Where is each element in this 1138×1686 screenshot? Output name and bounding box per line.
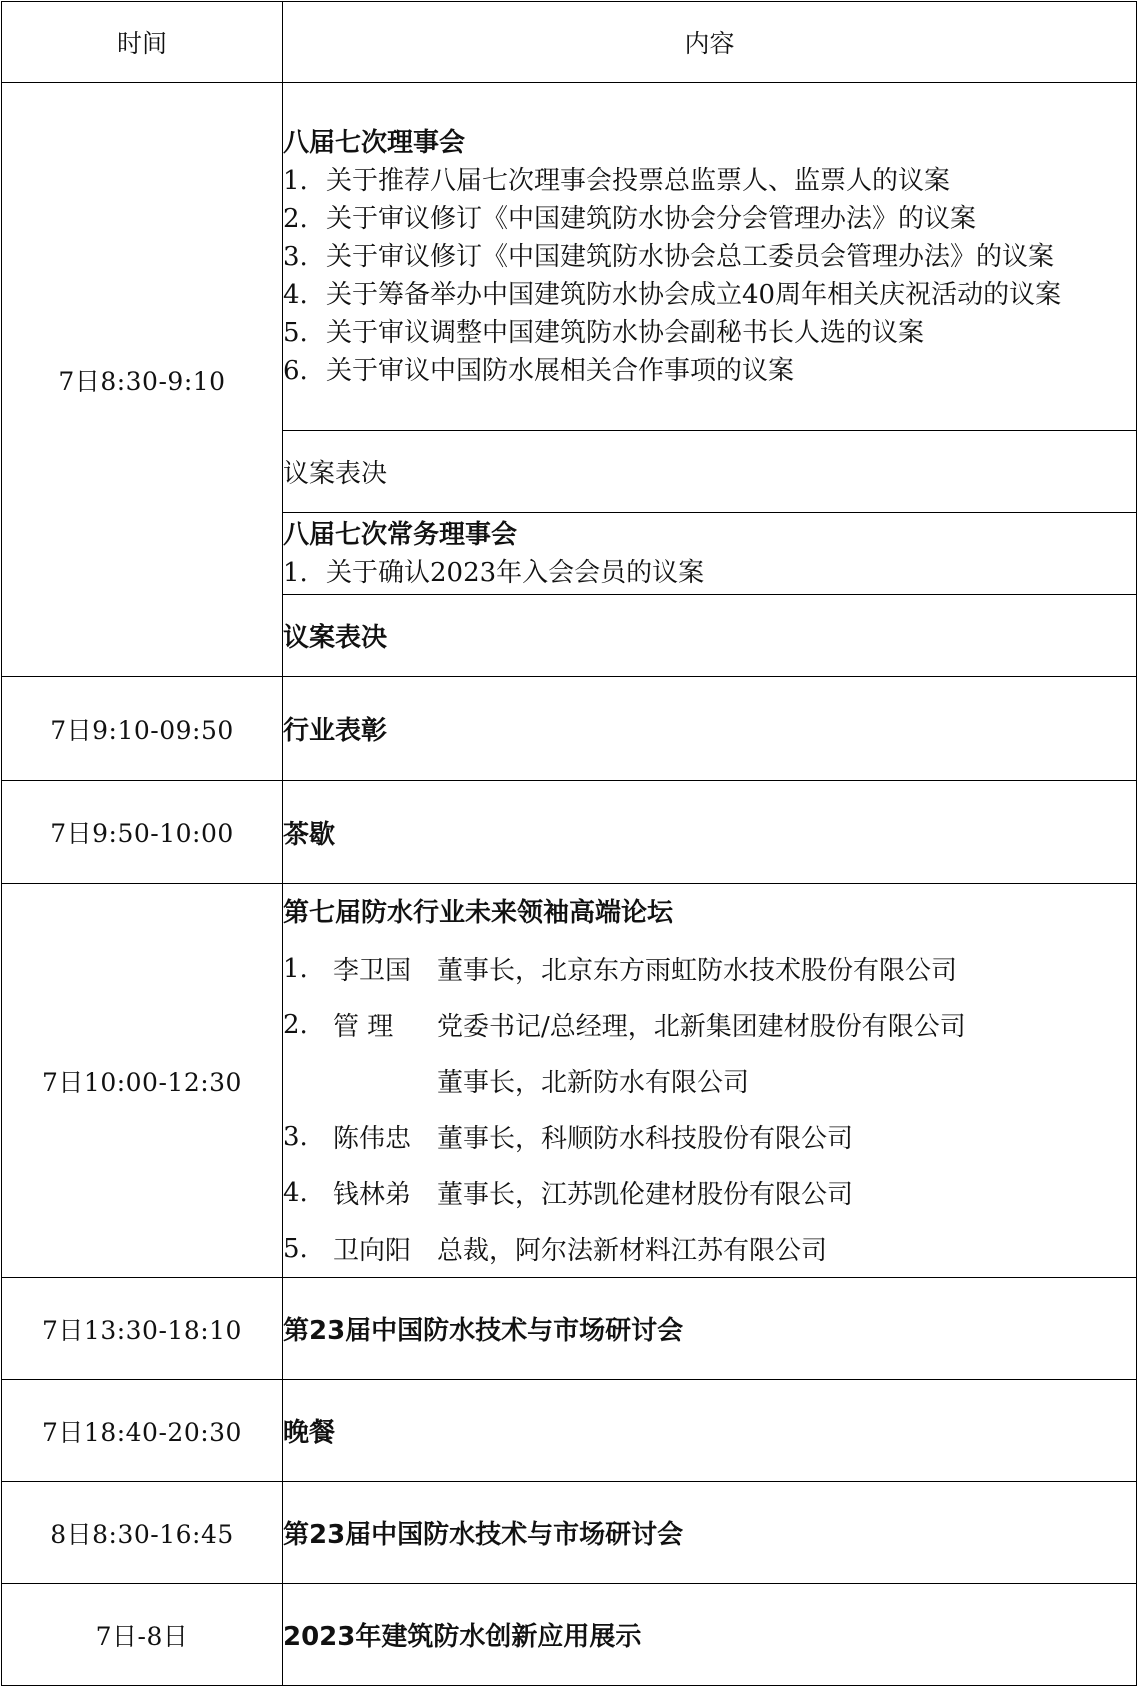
list-item [283, 554, 1136, 592]
item-number: 2. [283, 203, 308, 234]
content-cell: 晚餐 [283, 1380, 1137, 1482]
content-cell: 行业表彰 [283, 677, 1137, 781]
item-number: 5. [283, 1233, 308, 1264]
list-item [283, 238, 1136, 276]
list-item [283, 162, 1136, 200]
speaker-name: 管 理 [333, 1012, 394, 1042]
time-cell: 7日13:30-18:10 [2, 1278, 283, 1380]
item-text: 关于审议修订《中国建筑防水协会总工委员会管理办法》的议案 [326, 241, 1055, 272]
list-item [283, 941, 1136, 997]
time-cell: 7日9:10-09:50 [2, 677, 283, 781]
time-cell: 7日-8日 [2, 1584, 283, 1686]
item-text: 关于筹备举办中国建筑防水协会成立40周年相关庆祝活动的议案 [326, 279, 1062, 310]
content-cell: 第23届中国防水技术与市场研讨会 [283, 1482, 1137, 1584]
time-cell: 8日8:30-16:45 [2, 1482, 283, 1584]
item-number: 5. [283, 317, 308, 348]
item-number: 6. [283, 355, 308, 386]
item-number: 4. [283, 1177, 308, 1208]
speaker-name: 陈伟忠 [333, 1124, 412, 1154]
standing-council-title: 八届七次常务理事会 [283, 519, 518, 550]
content-header: 内容 [283, 2, 1137, 83]
speaker-name: 钱林弟 [333, 1180, 412, 1210]
content-cell [283, 884, 1137, 1278]
speaker-role: 总裁，阿尔法新材料江苏有限公司 [437, 1236, 828, 1266]
item-text: 关于审议修订《中国建筑防水协会分会管理办法》的议案 [326, 203, 977, 234]
content-cell [283, 83, 1137, 431]
content-cell: 2023年建筑防水创新应用展示 [283, 1584, 1137, 1686]
council-title: 八届七次理事会 [283, 127, 466, 158]
item-number: 1. [283, 557, 308, 588]
header-row [2, 2, 1137, 83]
list-item [283, 200, 1136, 238]
list-item [283, 997, 1136, 1053]
list-item [283, 314, 1136, 352]
list-item [283, 1165, 1136, 1221]
item-number: 3. [283, 1121, 308, 1152]
item-text: 关于确认2023年入会会员的议案 [326, 557, 705, 588]
speaker-role: 党委书记/总经理，北新集团建材股份有限公司 [437, 1012, 966, 1042]
content-cell [283, 513, 1137, 595]
time-cell: 7日8:30-9:10 [2, 83, 283, 677]
schedule-table [1, 1, 1137, 1686]
item-text: 关于审议调整中国建筑防水协会副秘书长人选的议案 [326, 317, 925, 348]
content-cell: 第23届中国防水技术与市场研讨会 [283, 1278, 1137, 1380]
time-header: 时间 [2, 2, 283, 83]
table-row [2, 884, 1137, 1278]
item-text: 关于审议中国防水展相关合作事项的议案 [326, 355, 795, 386]
table-row [2, 1380, 1137, 1482]
table-row [2, 1584, 1137, 1686]
speaker-name: 卫向阳 [333, 1236, 412, 1266]
list-item [283, 1109, 1136, 1165]
item-text: 关于推荐八届七次理事会投票总监票人、监票人的议案 [326, 165, 951, 196]
list-item [283, 352, 1136, 390]
item-number: 1. [283, 953, 308, 984]
item-number: 4. [283, 279, 308, 310]
speaker-role: 董事长，科顺防水科技股份有限公司 [437, 1124, 854, 1154]
table-row [2, 1482, 1137, 1584]
speaker-role: 董事长，江苏凯伦建材股份有限公司 [437, 1180, 854, 1210]
list-item [283, 276, 1136, 314]
speaker-role: 董事长，北新防水有限公司 [437, 1068, 750, 1098]
content-cell: 茶歇 [283, 781, 1137, 884]
vote-cell: 议案表决 [283, 431, 1137, 513]
forum-title: 第七届防水行业未来领袖高端论坛 [283, 897, 674, 928]
item-number: 3. [283, 241, 308, 272]
item-number: 1. [283, 165, 308, 196]
table-row [2, 677, 1137, 781]
table-row [2, 1278, 1137, 1380]
time-cell: 7日10:00-12:30 [2, 884, 283, 1278]
list-item [283, 1221, 1136, 1277]
item-number: 2. [283, 1009, 308, 1040]
list-item [283, 1053, 1136, 1109]
vote-cell: 议案表决 [283, 595, 1137, 677]
time-cell: 7日18:40-20:30 [2, 1380, 283, 1482]
time-cell: 7日9:50-10:00 [2, 781, 283, 884]
table-row [2, 83, 1137, 431]
speaker-role: 董事长，北京东方雨虹防水技术股份有限公司 [437, 956, 958, 986]
speaker-name: 李卫国 [333, 956, 412, 986]
table-row [2, 781, 1137, 884]
